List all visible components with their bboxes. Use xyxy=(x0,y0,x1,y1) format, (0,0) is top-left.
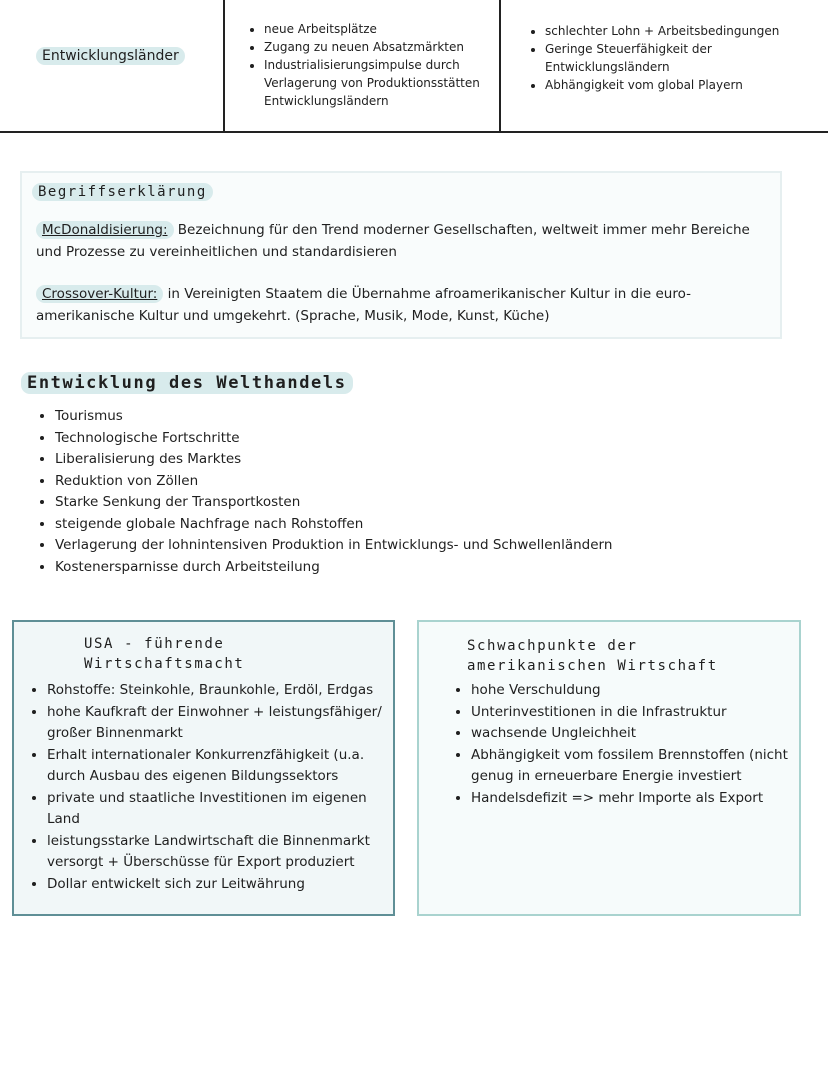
list-item: • wachsende Ungleichheit xyxy=(471,723,811,745)
list-item: • Tourismus xyxy=(55,406,612,428)
comparison-table xyxy=(0,0,828,133)
table-divider xyxy=(223,0,225,131)
list-item: • Starke Senkung der Transportkosten xyxy=(55,492,612,514)
list-item: • Reduktion von Zöllen xyxy=(55,471,612,493)
chances-list xyxy=(246,20,500,110)
definition-crossover xyxy=(36,283,776,327)
list-item: • hohe Kaufkraft der Einwohner + leistungsfähiger/ großer Binnenmarkt xyxy=(47,702,402,745)
weaknesses-title: Schwachpunkte der amerikanischen Wirtschaft xyxy=(467,638,718,674)
list-item: • Zugang zu neuen Absatzmärkten xyxy=(264,38,500,56)
list-item: • Liberalisierung des Marktes xyxy=(55,449,612,471)
list-item: • schlechter Lohn + Arbeitsbedingungen xyxy=(545,22,825,40)
list-item: • neue Arbeitsplätze xyxy=(264,20,500,38)
list-item: • Industrialisierungsimpulse durch Verlagerung von Produktionsstätten Entwicklungsländern xyxy=(264,56,500,110)
usa-title: USA - führende Wirtschaftsmacht xyxy=(84,636,245,672)
list-item: • Abhängigkeit vom global Playern xyxy=(545,76,825,94)
list-item: • leistungsstarke Landwirtschaft die Binnenmarkt versorgt + Überschüsse für Export produziert xyxy=(47,831,402,874)
list-item: • hohe Verschuldung xyxy=(471,680,811,702)
definition-text: in Vereinigten Staatem die Übernahme afroamerikanischer Kultur in die euro-amerikanische Kultur und umgekehrt. (Sprache, Musik, Mode, Kunst, Küche) xyxy=(36,286,691,324)
list-item: • Abhängigkeit vom fossilem Brennstoffen (nicht genug in erneuerbare Energie investiert xyxy=(471,745,811,788)
list-item: • private und staatliche Investitionen im eigenen Land xyxy=(47,788,402,831)
definition-text: Bezeichnung für den Trend moderner Gesellschaften, weltweit immer mehr Bereiche und Prozesse zu vereinheitlichen und standardisieren xyxy=(36,222,750,260)
welthandel-heading: Entwicklung des Welthandels xyxy=(21,373,353,393)
definition-term: Crossover-Kultur: xyxy=(36,285,163,303)
definitions-heading: Begriffserklärung xyxy=(32,184,213,200)
risks-list xyxy=(527,22,825,94)
list-item: • Unterinvestitionen in die Infrastruktur xyxy=(471,702,811,724)
list-item: • Erhalt internationaler Konkurrenzfähigkeit (u.a. durch Ausbau des eigenen Bildungssektors xyxy=(47,745,402,788)
list-item: • Verlagerung der lohnintensiven Produktion in Entwicklungs- und Schwellenländern xyxy=(55,535,612,557)
welthandel-list xyxy=(36,406,612,578)
list-item: • Geringe Steuerfähigkeit der Entwicklungsländern xyxy=(545,40,825,76)
usa-list xyxy=(27,680,402,895)
definition-mcdonaldisierung xyxy=(36,219,776,263)
usa-box xyxy=(12,620,395,916)
definitions-box xyxy=(20,171,782,339)
row-label: Entwicklungsländer xyxy=(36,48,185,64)
definition-term: McDonaldisierung: xyxy=(36,221,174,239)
list-item: • Technologische Fortschritte xyxy=(55,428,612,450)
weaknesses-box xyxy=(417,620,801,916)
list-item: • steigende globale Nachfrage nach Rohstoffen xyxy=(55,514,612,536)
weaknesses-list xyxy=(451,680,811,809)
list-item: • Dollar entwickelt sich zur Leitwährung xyxy=(47,874,402,896)
list-item: • Rohstoffe: Steinkohle, Braunkohle, Erdöl, Erdgas xyxy=(47,680,402,702)
list-item: • Kostenersparnisse durch Arbeitsteilung xyxy=(55,557,612,579)
list-item: • Handelsdefizit => mehr Importe als Export xyxy=(471,788,811,810)
